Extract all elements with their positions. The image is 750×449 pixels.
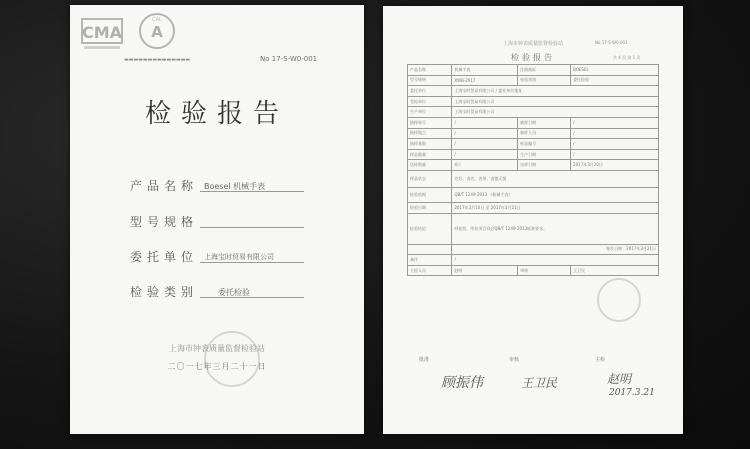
signer-role-inspect: 主检 xyxy=(595,357,606,363)
signature-approve: 顾振伟 xyxy=(441,375,483,391)
report-title: 检验报告 xyxy=(511,53,555,62)
table-row: 生产单位 上海宝时贸易有限公司 xyxy=(408,107,659,118)
table-row: 产品名称 机械手表 注册商标 BOESEL xyxy=(408,65,659,76)
table-row: 抽样地点 / 抽样人员 / xyxy=(408,128,659,139)
table-row: 主检人员 赵明 审核 王卫民 xyxy=(408,265,659,276)
issue-date: 二〇一七年三月二十一日 xyxy=(167,362,267,371)
report-number: No 17-S-W0-001 xyxy=(260,55,318,63)
report-cover-page: CMA A CAL ▬▬▬▬▬▬▬▬▬▬▬▬▬▬ No 17-S-W0-001 检验报告 产品名称 Boesel 机械手表 型号规格 委托单位 上海宝时贸易有限公司 检验类别 委托检验 上海市钟表质量监督检验站 二〇一七年三月二十一日 xyxy=(70,5,364,434)
field-value-product: Boesel 机械手表 xyxy=(204,182,266,191)
field-value-client: 上海宝时贸易有限公司 xyxy=(204,253,274,261)
table-row: 委托单位 上海宝时贸易有限公司 / 委托单位地址 xyxy=(408,86,659,97)
table-row: 抽样基数 / 样品编号 / xyxy=(408,139,659,150)
report-header-org: 上海市钟表质量监督检验站 xyxy=(502,41,563,47)
report-stamp xyxy=(597,278,641,322)
table-row: 签发日期：2017年3月21日 xyxy=(408,244,659,255)
cover-title: 检验报告 xyxy=(144,99,289,129)
field-label-category: 检验类别 xyxy=(130,285,199,299)
report-table xyxy=(407,64,659,276)
issuer-name: 上海市钟表质量监督检验站 xyxy=(169,344,265,353)
table-row: 送样数量 4只 送样日期 2017年3月10日 xyxy=(408,160,659,171)
svg-text:CAL: CAL xyxy=(152,17,162,23)
signer-role-approve: 批准 xyxy=(419,357,430,363)
svg-text:CMA: CMA xyxy=(81,23,123,42)
table-row: 检验依据 QB/T 1249-2013 《机械手表》 xyxy=(408,187,659,202)
cal-seal-icon xyxy=(134,11,180,55)
report-number-small: No 17-S-W0-001 xyxy=(595,40,628,45)
table-row: 型号规格 XWB-2017 检验类别 委托检验 xyxy=(408,75,659,86)
table-row: 抽样单号 / 抽样日期 / xyxy=(408,117,659,128)
table-row: 检验结论 经检验，所检项目符合QB/T 1249-2013标准要求。 xyxy=(408,213,659,244)
table-row: 备注 / xyxy=(408,255,659,266)
field-label-product: 产品名称 xyxy=(130,179,199,193)
signature-date: 2017.3.21 xyxy=(609,388,655,398)
cma-seal-icon xyxy=(78,13,126,53)
svg-text:A: A xyxy=(151,23,163,41)
field-label-client: 委托单位 xyxy=(130,250,199,264)
signer-role-review: 审核 xyxy=(509,357,520,363)
field-label-model: 型号规格 xyxy=(130,215,199,229)
report-detail-page xyxy=(383,6,683,434)
table-row: 受检单位 上海宝时贸易有限公司 xyxy=(408,96,659,107)
table-row: 样品数量 / 生产日期 / xyxy=(408,149,659,160)
table-row: 检验日期 2017年3月10日 至 2017年3月21日 xyxy=(408,202,659,213)
official-stamp xyxy=(204,331,260,387)
signature-inspect: 赵明 xyxy=(607,372,632,386)
field-value-category: 委托检验 xyxy=(218,288,250,297)
signature-review: 王卫民 xyxy=(521,376,558,390)
table-row: 样品状态 完好，表壳、表带、表镜无损 xyxy=(408,170,659,187)
page-info: 共 4 页 第 1 页 xyxy=(613,55,641,60)
